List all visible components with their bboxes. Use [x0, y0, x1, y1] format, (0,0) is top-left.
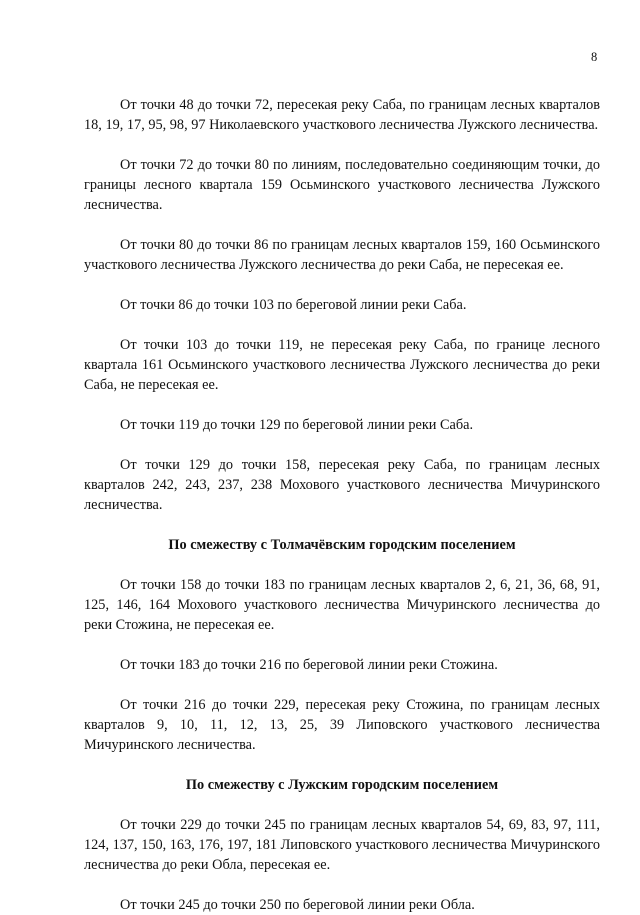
paragraph: От точки 158 до точки 183 по границам лесных кварталов 2, 6, 21, 36, 68, 91, 125, 146, 164 Мохового участкового лесничества Мичуринского лесничества до реки Стожина, не пересекая ее. — [84, 577, 600, 633]
paragraph: От точки 216 до точки 229, пересекая реку Стожина, по границам лесных кварталов 9, 10, 11, 12, 13, 25, 39 Липовского участкового лесничества Мичуринского лесничества. — [84, 697, 600, 753]
section-heading: По смежеству с Лужским городским поселением — [185, 777, 499, 793]
paragraph: От точки 48 до точки 72, пересекая реку Саба, по границам лесных кварталов 18, 19, 17, 95, 98, 97 Николаевского участкового лесничества Лужского лесничества. — [84, 97, 600, 133]
paragraph: От точки 103 до точки 119, не пересекая реку Саба, по границе лесного квартала 161 Осьминского участкового лесничества Лужского лесничества до реки Саба, не пересекая ее. — [84, 337, 600, 393]
paragraph: От точки 86 до точки 103 по береговой линии реки Саба. — [120, 297, 467, 313]
paragraph: От точки 129 до точки 158, пересекая реку Саба, по границам лесных кварталов 242, 243, 237, 238 Мохового участкового лесничества Мичуринского лесничества. — [84, 457, 600, 513]
page-number: 8 — [591, 50, 598, 64]
paragraph: От точки 229 до точки 245 по границам лесных кварталов 54, 69, 83, 97, 111, 124, 137, 150, 163, 176, 197, 181 Липовского участкового лесничества Мичуринского лесничества до реки Облa, пересекая ее. — [84, 817, 600, 873]
section-heading: По смежеству с Толмачёвским городским поселением — [168, 537, 516, 553]
paragraph: От точки 245 до точки 250 по береговой линии реки Облa. — [120, 897, 475, 913]
paragraph: От точки 119 до точки 129 по береговой линии реки Саба. — [120, 417, 474, 433]
paragraph: От точки 183 до точки 216 по береговой линии реки Стожина. — [120, 657, 498, 673]
document-body — [84, 95, 600, 915]
paragraph: От точки 72 до точки 80 по линиям, последовательно соединяющим точки, до границы лесного квартала 159 Осьминского участкового лесничества Лужского лесничества. — [84, 157, 600, 213]
paragraph: От точки 80 до точки 86 по границам лесных кварталов 159, 160 Осьминского участкового лесничества Лужского лесничества до реки Саба, не пересекая ее. — [84, 237, 600, 273]
